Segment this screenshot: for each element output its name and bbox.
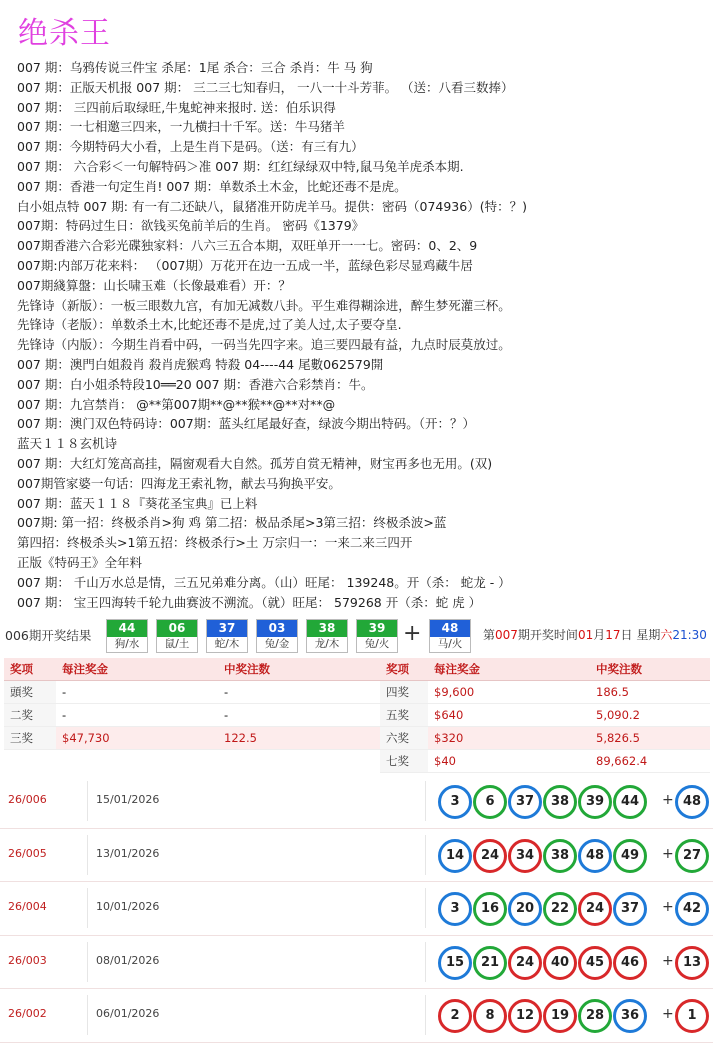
result-number: 06 [157, 620, 197, 637]
header-money-2: 每注奖金 [428, 658, 590, 681]
header-money: 每注奖金 [56, 658, 218, 681]
header-prize-2: 奖项 [380, 658, 428, 681]
divider [87, 995, 88, 1035]
divider [425, 942, 426, 982]
prediction-line: 007期綫算盤：山长啸玉难（长像最难看）开：？ [17, 277, 291, 293]
prediction-line: 007 期：正版天机报 007 期： 三二三七知春归， 一八一十斗芳菲。 （送：八看三数捧） [17, 79, 514, 95]
next-draw-prefix: 第 [483, 628, 496, 642]
result-zodiac: 兔/金 [257, 637, 297, 652]
history-row [0, 882, 713, 936]
prediction-line: 007期管家婆一句话：四海龙王索礼物，献去马狗换平安。 [17, 475, 341, 491]
lottery-ball: 48 [578, 839, 612, 873]
prize-count: 89,662.4 [590, 750, 710, 773]
prize-name: 五奖 [380, 704, 428, 727]
lottery-ball: 36 [613, 999, 647, 1033]
prediction-line: 007期: 第一招：终极杀肖>狗 鸡 第二招：极品杀尾>3第三招：终极杀波>蓝 [17, 515, 447, 531]
next-draw-text: 期开奖时间 [517, 628, 578, 642]
history-date: 15/01/2026 [96, 793, 160, 806]
history-row [0, 936, 713, 990]
lottery-ball: 14 [438, 839, 472, 873]
special-ball: 27 [675, 839, 709, 873]
history-period: 26/004 [8, 900, 47, 913]
prediction-line: 蓝天１１８玄机诗 [17, 436, 118, 452]
prediction-line: 第四招：终极杀头>1第五招：终极杀行>土 万宗归一：一来二来三四开 [17, 535, 413, 551]
prediction-line: 007期：特码过生日：欲钱买兔前羊后的生肖。 密码《1379》 [17, 218, 365, 234]
plus-sign: + [662, 845, 674, 862]
lottery-ball: 28 [578, 999, 612, 1033]
prize-count: 5,826.5 [590, 727, 710, 750]
prediction-line: 007 期：大红灯笼高高挂，隔窗观看大自然。孤芳自赏无精神，财宝再多也无用。(双) [17, 455, 493, 471]
prediction-line: 007 期： 六合彩＜一句解特码＞准 007 期：红红绿绿双中特,鼠马兔羊虎杀本期. [17, 158, 464, 174]
prediction-line: 先锋诗（内版）：今期生肖看中码，一码当先四字来。追三要四最有益，九点时辰莫放过。 [17, 337, 511, 353]
prediction-line: 007 期：蓝天１１８『葵花圣宝典』已上料 [17, 495, 258, 511]
prediction-line: 007 期：九宫禁肖： @**第007期**@**猴**@**对**@ [17, 396, 336, 412]
plus-sign: + [662, 1006, 674, 1022]
prize-name: 七奖 [380, 750, 428, 773]
history-period: 26/002 [8, 1007, 47, 1020]
prize-name: 六奖 [380, 727, 428, 750]
result-number-box [156, 619, 198, 653]
next-draw-month: 01 [577, 628, 594, 642]
lottery-ball: 49 [613, 839, 647, 873]
next-draw-month-label: 月 [593, 628, 606, 642]
prediction-line: 007 期：香港一句定生肖! 007 期：单数杀土木金，比蛇还毒不是虎。 [17, 178, 407, 194]
special-ball: 42 [675, 892, 709, 926]
history-period: 26/005 [8, 846, 47, 860]
prize-count: - [218, 681, 380, 704]
next-draw-period: 007 [495, 628, 518, 642]
prize-money: $40 [428, 750, 590, 773]
history-period: 26/003 [8, 953, 47, 967]
plus-sign: + [662, 952, 674, 969]
prize-count: - [218, 704, 380, 727]
prize-row [4, 704, 710, 727]
special-number: 48 [430, 620, 470, 637]
prize-money: $320 [428, 727, 590, 750]
result-number: 38 [307, 620, 347, 637]
prize-table [4, 658, 710, 773]
plus-sign: + [403, 621, 422, 646]
prediction-line: 007 期： 三四前后取绿旺,牛鬼蛇神来报时. 送：伯乐识得 [17, 99, 336, 115]
history-row [0, 829, 713, 883]
lottery-ball: 16 [473, 892, 507, 926]
lottery-ball: 46 [613, 946, 647, 980]
divider [425, 888, 426, 928]
special-ball: 1 [675, 999, 709, 1033]
result-zodiac: 龙/木 [307, 637, 347, 652]
result-number: 44 [107, 620, 147, 637]
next-draw-day: 17 [605, 628, 621, 642]
prize-count: 5,090.2 [590, 704, 710, 727]
next-draw-weekday-label: 日 星期 [620, 628, 661, 642]
prize-money: $640 [428, 704, 590, 727]
result-number: 37 [207, 620, 247, 637]
lottery-ball: 24 [508, 946, 542, 980]
special-ball: 13 [675, 946, 709, 980]
special-ball: 48 [675, 785, 709, 819]
history-list [0, 775, 713, 1043]
lottery-ball: 44 [613, 785, 647, 819]
lottery-ball: 6 [473, 785, 507, 819]
history-date: 10/01/2026 [96, 900, 160, 913]
result-number-box [106, 619, 148, 653]
lottery-ball: 22 [543, 892, 577, 926]
prize-name: 二奖 [4, 704, 56, 727]
lottery-ball: 24 [578, 892, 612, 926]
result-number: 03 [257, 620, 297, 637]
divider [87, 781, 88, 821]
prize-count: 122.5 [218, 727, 380, 750]
prediction-line: 白小姐点特 007 期: 有一有二还缺八，鼠猪准开防虎羊马。提供：密码（074936）(特：？) [17, 198, 527, 214]
divider [425, 781, 426, 821]
lottery-ball: 21 [473, 946, 507, 980]
history-row [0, 775, 713, 829]
results-bar [0, 618, 713, 652]
lottery-ball: 40 [543, 946, 577, 980]
lottery-ball: 38 [543, 839, 577, 873]
prediction-line: 007 期：澳門白姐殺肖 殺肖虎猴鸡 特殺 04----44 尾數062579開 [17, 356, 384, 372]
lottery-ball: 37 [613, 892, 647, 926]
lottery-ball: 3 [438, 892, 472, 926]
prediction-line: 007 期： 宝王四海转千轮九曲赛波不溯流。（就）旺尾： 579268 开（杀：蛇 虎 ） [17, 594, 482, 610]
lottery-ball: 8 [473, 999, 507, 1033]
prediction-line: 007 期：白小姐杀特段10══20 007 期：香港六合彩禁肖：牛。 [17, 376, 374, 392]
prize-header-row [4, 658, 710, 681]
header-prize: 奖项 [4, 658, 56, 681]
prize-name: 四奖 [380, 681, 428, 704]
next-draw-weekday: 六 [660, 628, 673, 642]
prediction-line: 007 期：乌鸦传说三件宝 杀尾：1尾 杀合：三合 杀肖：牛 马 狗 [17, 60, 373, 75]
prize-name: 三奖 [4, 727, 56, 750]
prediction-line: 正版《特码王》全年料 [17, 554, 143, 570]
result-number-box [356, 619, 398, 653]
lottery-ball: 19 [543, 999, 577, 1033]
prize-money: $47,730 [56, 727, 218, 750]
prize-money: - [56, 704, 218, 727]
prize-money: - [56, 681, 218, 704]
prediction-line: 007 期：今期特码大小看，上是生肖下是码。（送：有三有九） [17, 139, 364, 155]
prediction-line: 先锋诗（老版）：单数杀土木,比蛇还毒不是虎,过了美人过,太子要夺皇. [17, 317, 402, 333]
lottery-ball: 34 [508, 839, 542, 873]
prize-row [4, 750, 710, 773]
page-title: 绝杀王 [18, 16, 111, 51]
divider [87, 835, 88, 875]
lottery-ball: 24 [473, 839, 507, 873]
lottery-ball: 20 [508, 892, 542, 926]
prediction-line: 007期香港六合彩光碟独家料：八六三五合本期，双旺单开一一七。密码：0、2、9 [17, 238, 478, 254]
lottery-ball: 38 [543, 785, 577, 819]
prize-money: $9,600 [428, 681, 590, 704]
result-number-box [206, 619, 248, 653]
lottery-ball: 3 [438, 785, 472, 819]
prediction-line: 007期:内部万花来料： （007期）万花开在边一五成一半，蓝绿色彩尽显鸡藏牛居 [17, 257, 473, 273]
divider [425, 835, 426, 875]
divider [87, 942, 88, 982]
result-number: 39 [357, 620, 397, 637]
divider [425, 995, 426, 1035]
special-number-box [429, 619, 471, 653]
prediction-line: 007 期：一七相邀三四来，一九横扫十千军。送：牛马猪羊 [17, 119, 345, 135]
result-zodiac: 鼠/土 [157, 637, 197, 652]
prize-count: 186.5 [590, 681, 710, 704]
history-date: 06/01/2026 [96, 1007, 160, 1020]
prize-row [4, 727, 710, 750]
next-draw-time: 21:30 [672, 628, 707, 642]
prediction-line: 007 期：澳门双色特码诗：007期：蓝头红尾最好查，绿波今期出特码。（开：？） [17, 416, 475, 432]
history-date: 08/01/2026 [96, 953, 160, 967]
prediction-line: 007 期： 千山万水总是情，三五兄弟难分离。（山）旺尾： 139248。开（杀： 蛇龙 - ） [17, 574, 511, 590]
lottery-ball: 39 [578, 785, 612, 819]
special-zodiac: 马/火 [430, 637, 470, 652]
lottery-ball: 12 [508, 999, 542, 1033]
next-draw-info [483, 626, 707, 643]
result-zodiac: 兔/火 [357, 637, 397, 652]
history-row [0, 989, 713, 1043]
plus-sign: + [662, 792, 674, 808]
lottery-ball: 15 [438, 946, 472, 980]
history-date: 13/01/2026 [96, 846, 160, 860]
prize-name: 頭奖 [4, 681, 56, 704]
prediction-line: 先锋诗（新版）：一板三眼数九宫，有加无减数八卦。平生难得糊涂进，醉生梦死灌三杯。 [17, 297, 511, 313]
lottery-ball: 45 [578, 946, 612, 980]
results-label: 006期开奖结果 [5, 628, 92, 643]
prize-row [4, 681, 710, 704]
plus-sign: + [662, 899, 674, 915]
lottery-ball: 2 [438, 999, 472, 1033]
result-zodiac: 狗/水 [107, 637, 147, 652]
prediction-lines [17, 58, 707, 612]
divider [87, 888, 88, 928]
result-number-box [256, 619, 298, 653]
history-period: 26/006 [8, 793, 47, 806]
lottery-ball: 37 [508, 785, 542, 819]
header-count-2: 中奖注数 [590, 658, 710, 681]
result-number-box [306, 619, 348, 653]
header-count: 中奖注数 [218, 658, 380, 681]
result-zodiac: 蛇/木 [207, 637, 247, 652]
